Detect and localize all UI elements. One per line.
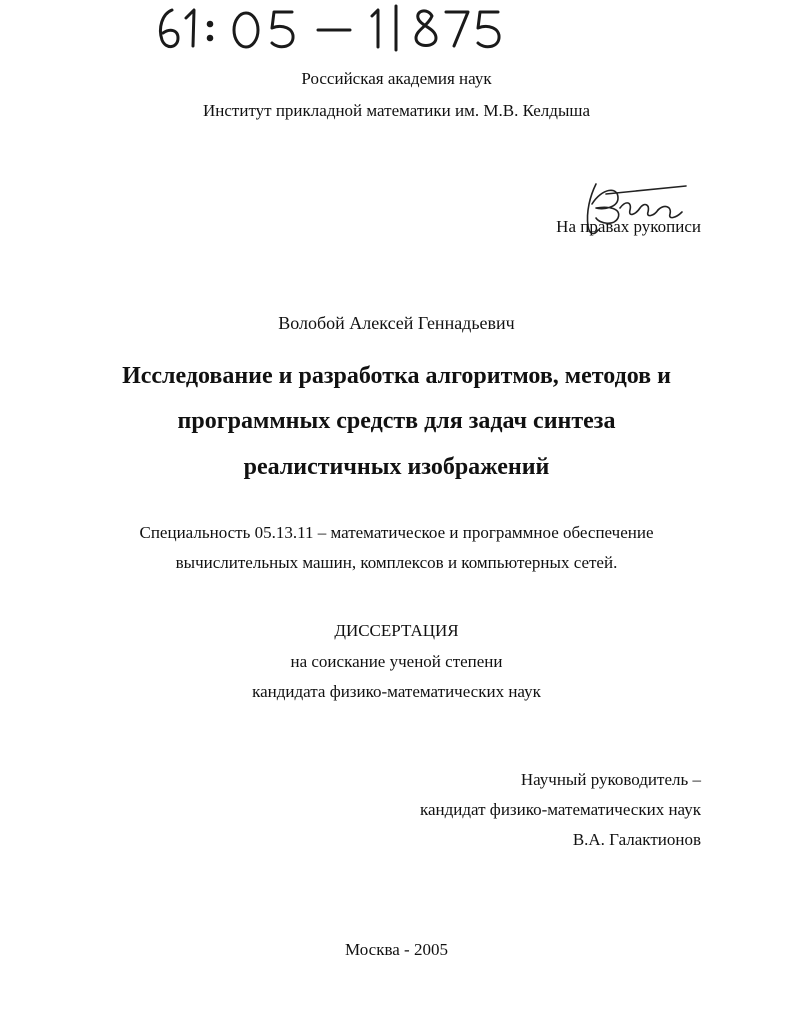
place-and-year: Москва - 2005 [345, 940, 448, 959]
supervisor-name: В.А. Галактионов [572, 830, 701, 849]
degree-name: кандидата физико-математических наук [252, 682, 541, 701]
dissertation-title-line-3: реалистичных изображений [243, 454, 550, 480]
author-name: Волобой Алексей Геннадьевич [278, 313, 515, 333]
specialty-line-1: Специальность 05.13.11 – математическое и программное обеспечение [139, 523, 654, 542]
dissertation-heading: ДИССЕРТАЦИЯ [334, 621, 459, 640]
academy-name: Российская академия наук [301, 69, 492, 88]
supervisor-degree: кандидат физико-математических наук [419, 800, 701, 819]
handwritten-archive-number [150, 0, 570, 52]
specialty-line-2: вычислительных машин, комплексов и компьютерных сетей. [175, 553, 618, 572]
dissertation-title-line-1: Исследование и разработка алгоритмов, методов и [122, 363, 671, 389]
degree-purpose: на соискание ученой степени [290, 652, 503, 671]
dissertation-title-line-2: программных средств для задач синтеза [177, 408, 616, 434]
manuscript-rights: На правах рукописи [556, 217, 701, 236]
institute-name: Институт прикладной математики им. М.В. Келдыша [203, 101, 590, 120]
supervisor-role: Научный руководитель – [520, 770, 701, 789]
